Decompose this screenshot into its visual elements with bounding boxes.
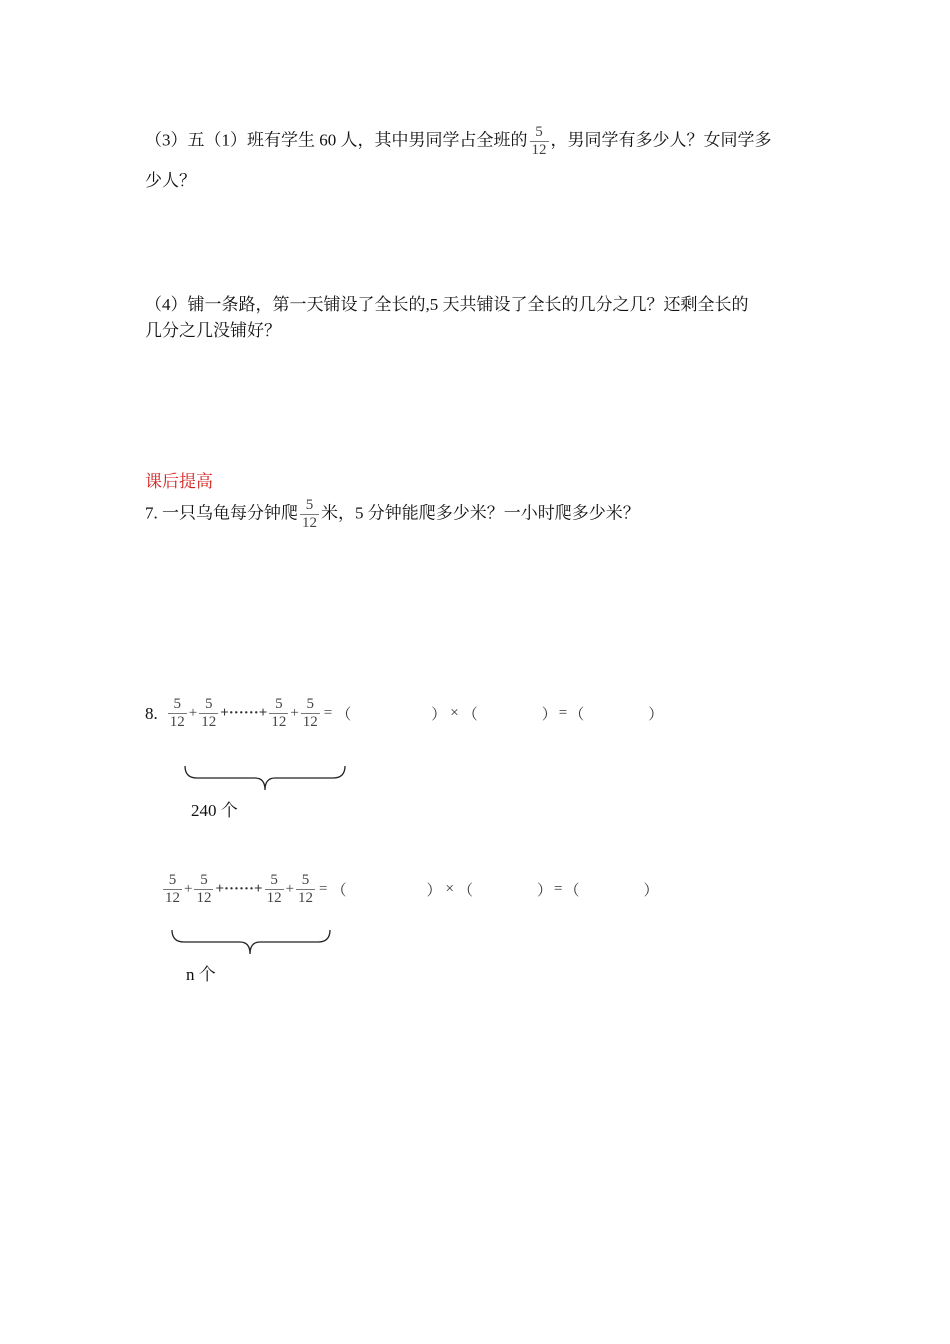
q3-fraction: $\frac{5}{12}$ [531,124,547,158]
plus-sign: + [184,881,193,897]
close-paren: ） [426,883,442,899]
q3-line1 [145,124,772,159]
times-sign: × [450,705,459,721]
q4-line1: （4）铺一条路，第一天铺设了全长的,5 天共铺设了全长的几分之几？还剩全长的 [145,295,749,314]
q4-line2: 几分之几没铺好？ [145,321,281,340]
close-paren: ） [643,883,659,899]
open-paren: （ [462,707,478,723]
fraction: $\frac{5}{12}$ [271,696,287,730]
open-paren: （ [331,883,347,899]
fraction: $\frac{5}{12}$ [302,696,318,730]
fraction: $\frac{5}{12}$ [298,872,314,906]
open-paren: （ [564,883,580,899]
count-label-240: 240 个 [191,801,238,820]
equals-sign: = [554,881,563,897]
count-label-n: n 个 [186,965,216,984]
close-paren: ） [537,883,553,899]
fraction: $\frac{5}{12}$ [266,872,282,906]
equals-sign: = [319,881,328,897]
ellipsis: +······+ [220,705,268,721]
q8-equation-2 [161,872,659,907]
fraction: $\frac{5}{12}$ [165,872,180,906]
equals-sign: = [558,705,568,721]
fraction: $\frac{5}{12}$ [169,696,185,730]
open-paren: （ [336,707,352,723]
close-paren: ） [431,707,447,723]
times-sign: × [445,881,455,897]
q7-fraction: $\frac{5}{12}$ [302,497,317,531]
q7-line [145,497,640,532]
q7-prefix: 7. 一只乌龟每分钟爬 [145,503,298,523]
open-paren: （ [569,707,585,723]
close-paren: ） [648,707,664,723]
open-paren: （ [458,883,474,899]
plus-sign: + [188,705,198,721]
q8-equation-1 [145,696,663,731]
q7-suffix: 米，5 分钟能爬多少米？一小时爬多少米？ [321,503,640,523]
underbrace-icon [170,928,332,956]
close-paren: ） [541,707,557,723]
q3-text-a: （3）五（1）班有学生 60 人，其中男同学占全班的 [145,130,528,150]
equals-sign: = [323,705,333,721]
underbrace-icon [183,764,347,792]
section-heading: 课后提高 [145,472,213,491]
q3-text-b: ，男同学有多少人？女同学多 [550,130,772,150]
plus-sign: + [285,881,295,897]
fraction: $\frac{5}{12}$ [196,872,212,906]
ellipsis: +······+ [215,881,263,897]
q3-line2: 少人？ [145,171,196,190]
q8-label: 8. [145,703,158,723]
fraction: $\frac{5}{12}$ [201,696,217,730]
plus-sign: + [290,705,299,721]
